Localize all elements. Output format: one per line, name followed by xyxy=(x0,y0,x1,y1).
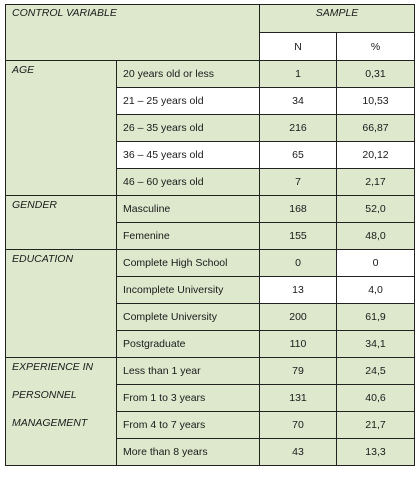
row-label: 20 years old or less xyxy=(117,61,260,88)
row-pct: 61,9 xyxy=(337,304,415,331)
header-control-variable: CONTROL VARIABLE xyxy=(6,5,260,61)
row-label: Complete High School xyxy=(117,250,260,277)
group-label-gender: GENDER xyxy=(6,196,117,250)
row-label: Postgraduate xyxy=(117,331,260,358)
row-pct: 0,31 xyxy=(337,61,415,88)
row-label: From 1 to 3 years xyxy=(117,385,260,412)
row-n: 110 xyxy=(260,331,337,358)
row-label: 26 – 35 years old xyxy=(117,115,260,142)
row-label: 36 – 45 years old xyxy=(117,142,260,169)
experience-label-line2: PERSONNEL xyxy=(12,389,77,401)
group-label-age: AGE xyxy=(6,61,117,196)
row-pct: 13,3 xyxy=(337,439,415,466)
row-n: 168 xyxy=(260,196,337,223)
group-label-education: EDUCATION xyxy=(6,250,117,358)
row-n: 70 xyxy=(260,412,337,439)
experience-label-line3: MANAGEMENT xyxy=(12,417,88,429)
row-n: 216 xyxy=(260,115,337,142)
row-pct: 66,87 xyxy=(337,115,415,142)
row-pct: 4,0 xyxy=(337,277,415,304)
row-pct: 34,1 xyxy=(337,331,415,358)
row-pct: 20,12 xyxy=(337,142,415,169)
row-n: 65 xyxy=(260,142,337,169)
table-row xyxy=(6,61,415,88)
row-label: Complete University xyxy=(117,304,260,331)
row-n: 200 xyxy=(260,304,337,331)
row-n: 0 xyxy=(260,250,337,277)
row-label: Less than 1 year xyxy=(117,358,260,385)
row-label: Incomplete University xyxy=(117,277,260,304)
row-label: 46 – 60 years old xyxy=(117,169,260,196)
row-pct: 40,6 xyxy=(337,385,415,412)
table-row xyxy=(6,250,415,277)
header-pct: % xyxy=(337,33,415,61)
row-n: 1 xyxy=(260,61,337,88)
table-row xyxy=(6,196,415,223)
row-n: 13 xyxy=(260,277,337,304)
row-n: 34 xyxy=(260,88,337,115)
row-pct: 10,53 xyxy=(337,88,415,115)
header-sample: SAMPLE xyxy=(260,5,415,33)
row-pct: 0 xyxy=(337,250,415,277)
row-label: Femenine xyxy=(117,223,260,250)
row-n: 43 xyxy=(260,439,337,466)
header-row xyxy=(6,5,415,33)
group-label-experience xyxy=(6,358,117,466)
row-pct: 2,17 xyxy=(337,169,415,196)
row-label: More than 8 years xyxy=(117,439,260,466)
table-row xyxy=(6,358,415,385)
row-pct: 21,7 xyxy=(337,412,415,439)
row-n: 131 xyxy=(260,385,337,412)
row-pct: 48,0 xyxy=(337,223,415,250)
control-variable-table xyxy=(5,4,415,466)
row-label: From 4 to 7 years xyxy=(117,412,260,439)
row-n: 7 xyxy=(260,169,337,196)
header-n: N xyxy=(260,33,337,61)
row-n: 79 xyxy=(260,358,337,385)
row-n: 155 xyxy=(260,223,337,250)
row-pct: 52,0 xyxy=(337,196,415,223)
row-label: 21 – 25 years old xyxy=(117,88,260,115)
row-pct: 24,5 xyxy=(337,358,415,385)
experience-label-line1: EXPERIENCE IN xyxy=(12,361,94,373)
row-label: Masculine xyxy=(117,196,260,223)
